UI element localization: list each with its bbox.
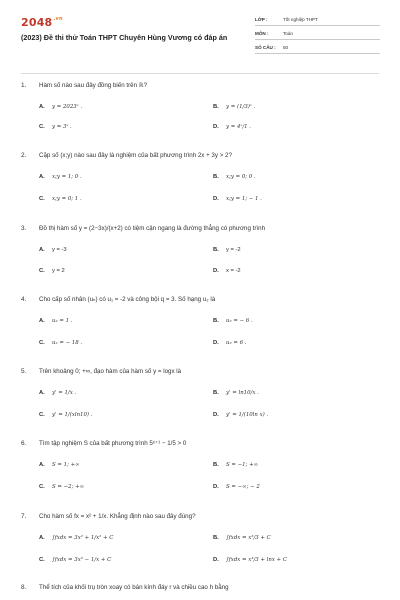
header (0, 0, 400, 66)
option-d[interactable]: D. u₂ = 6 . (213, 340, 247, 346)
question-text: Hàm số nào sau đây đồng biến trên ℝ? (39, 82, 148, 89)
option-b[interactable]: B. y' = ln10/x . (213, 390, 259, 396)
meta-key: MÔN : (255, 31, 269, 36)
option-d[interactable]: D. ∫fxdx = x³/3 + lnx + C (213, 557, 287, 563)
option-a[interactable]: A. u₂ = 1 . (39, 318, 73, 324)
question-number: 5. (21, 368, 27, 375)
header-divider (21, 73, 379, 74)
meta-count (255, 45, 385, 50)
option-b[interactable]: B. y = -2 (213, 247, 241, 253)
meta-key: SỐ CÂU : (255, 45, 276, 50)
meta-value: Tốt nghiệp THPT (283, 17, 318, 22)
option-a[interactable]: A. y = -3 (39, 247, 67, 253)
option-c[interactable]: C. u₂ = − 18 . (39, 340, 83, 346)
option-a[interactable]: A. x;y = 1; 0 . (39, 174, 82, 180)
question-text: Cho cấp số nhân (uₙ) có u₁ = -2 và công bội q = 3. Số hạng u₂ là (39, 296, 216, 303)
option-b[interactable]: B. x;y = 0; 0 . (213, 174, 256, 180)
option-a[interactable]: A. ∫fxdx = 3x² + 1/x² + C (39, 535, 114, 541)
option-c[interactable]: C. y' = 1/(xln10) . (39, 412, 93, 418)
option-b[interactable]: B. S = −1; +∞ (213, 462, 259, 468)
question-number: 2. (21, 152, 27, 159)
option-d[interactable]: D. x;y = 1; − 1 . (213, 196, 262, 202)
question-number: 3. (21, 225, 27, 232)
option-b[interactable]: B. u₂ = − 6 . (213, 318, 253, 324)
meta-key: LỚP : (255, 17, 268, 22)
option-d[interactable]: D. y' = 1/(10ln x) . (213, 412, 269, 418)
option-d[interactable]: D. S = −∞; − 2 (213, 484, 260, 490)
option-a[interactable]: A. y' = 1/x . (39, 390, 77, 396)
option-c[interactable]: C. ∫fxdx = 3x² − 1/x + C (39, 557, 112, 563)
option-c[interactable]: C. y = 2 (39, 268, 65, 274)
question-text: Đồ thị hàm số y = (2−3x)/(x+2) có tiệm cận ngang là đường thẳng có phương trình (39, 225, 266, 232)
option-b[interactable]: B. ∫fxdx = x³/3 + C (213, 535, 271, 541)
question-number: 4. (21, 296, 27, 303)
option-a[interactable]: A. S = 1; +∞ (39, 462, 80, 468)
divider (255, 53, 380, 54)
question-text: Trên khoảng 0; +∞, đạo hàm của hàm số y = logx là (39, 368, 182, 375)
option-c[interactable]: C. y = 3ˣ . (39, 124, 72, 130)
question-number: 6. (21, 440, 27, 447)
site-logo[interactable]: $2048^{.vn}$ (21, 16, 63, 29)
question-number: 8. (21, 584, 27, 591)
question-text: Tìm tập nghiệm S của bất phương trình 5ˣ⁺¹ − 1/5 > 0 (39, 440, 187, 447)
question-text: Thể tích của khối trụ tròn xoay có bán kính đáy r và chiều cao h bằng (39, 584, 229, 591)
option-d[interactable]: D. y = 4ˣ/1 . (213, 124, 252, 130)
page-title: (2023) Đề thi thử Toán THPT Chuyên Hùng Vương có đáp án (21, 33, 228, 42)
option-a[interactable]: A. y = 2023ˣ . (39, 104, 83, 110)
question-text: Cho hàm số fx = x² + 1/x. Khẳng định nào sau đây đúng? (39, 513, 196, 520)
option-c[interactable]: C. x;y = 0; 1 . (39, 196, 82, 202)
question-number: 1. (21, 82, 27, 89)
option-b[interactable]: B. y = (1/3)ˣ . (213, 104, 256, 110)
meta-grade (255, 17, 385, 22)
question-number: 7. (21, 513, 27, 520)
divider (255, 25, 380, 26)
meta-subject (255, 31, 385, 36)
divider (255, 39, 380, 40)
option-d[interactable]: D. x = -2 (213, 268, 241, 274)
meta-value: Toán (283, 31, 293, 36)
question-text: Cặp số (x;y) nào sau đây là nghiệm của bất phương trình 2x + 3y > 2? (39, 152, 232, 159)
meta-value: 50 (283, 45, 289, 50)
option-c[interactable]: C. S = −2; +∞ (39, 484, 85, 490)
